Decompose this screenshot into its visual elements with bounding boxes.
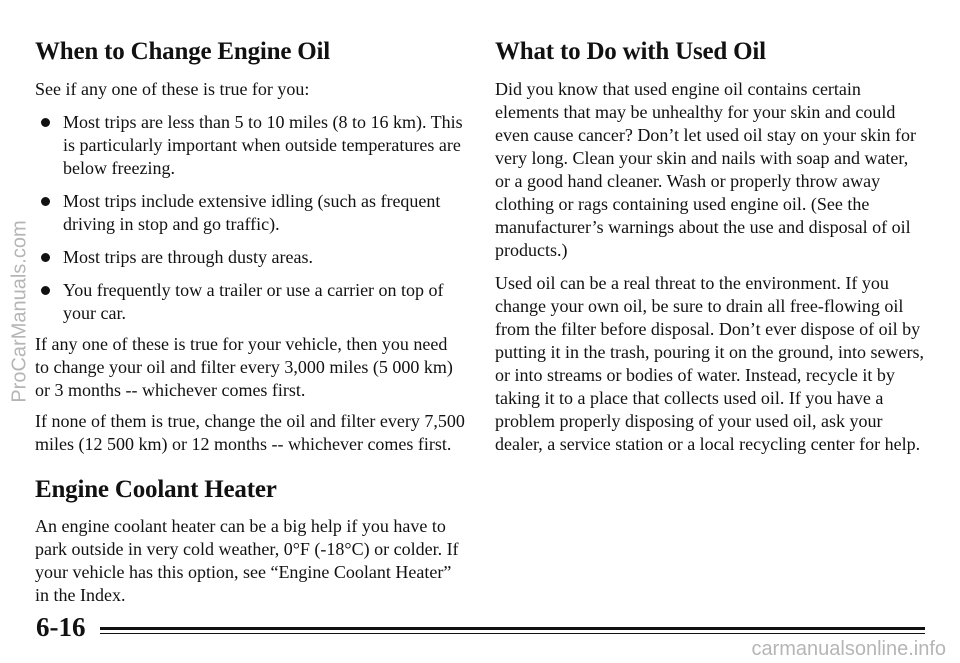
list-item — [35, 111, 465, 180]
coolant-heater-paragraph: An engine coolant heater can be a big help if you have to park outside in very cold weather, 0°F (-18°C) or colder. If your vehicle has this option, see “Engine Coolant Heater” in the Index. — [35, 516, 459, 605]
list-item-text: You frequently tow a trailer or use a carrier on top of your car. — [63, 279, 444, 323]
used-oil-paragraph-2: Used oil can be a real threat to the environment. If you change your own oil, be sure to drain all free-flowing oil from the filter before disposal. Don’t ever dispose of oil by putting it in the trash, pouring it on the ground, into sewers, or into streams or bodies of water. Instead, recycle it by taking it to a place that collects used oil. If you have a problem properly disposing of your used oil, ask your dealer, a service station or a local recycling center for help. — [495, 272, 924, 454]
intro-text: See if any one of these is true for you: — [35, 78, 310, 99]
page-number: 6-16 — [36, 612, 86, 642]
bottom-watermark: carmanualsonline.info — [751, 638, 946, 660]
bullet-icon — [41, 197, 50, 206]
list-item — [35, 190, 465, 236]
section-title-change-oil: When to Change Engine Oil — [35, 38, 331, 65]
footer-rule-thin — [100, 633, 925, 634]
paragraph-if-none: If none of them is true, change the oil and filter every 7,500 miles (12 500 km) or 12 months -- whichever comes first. — [35, 410, 465, 454]
conditions-list — [35, 111, 465, 325]
list-item-text: Most trips are through dusty areas. — [63, 246, 313, 267]
side-watermark: ProCarManuals.com — [8, 220, 31, 403]
left-column — [35, 0, 465, 607]
section-title-coolant-heater: Engine Coolant Heater — [35, 475, 277, 503]
list-item-text: Most trips are less than 5 to 10 miles (8 to 16 km). This is particularly important when outside temperatures are below freezing. — [63, 111, 463, 178]
list-item — [35, 279, 465, 325]
list-item — [35, 246, 465, 269]
section-title-used-oil: What to Do with Used Oil — [495, 38, 766, 65]
used-oil-paragraph-1: Did you know that used engine oil contains certain elements that may be unhealthy for your skin and could even cause cancer? Don’t let used oil stay on your skin for very long. Clean your skin and nails with soap and water, or a good hand cleaner. Wash or properly throw away clothing or rags containing used engine oil. (See the manufacturer’s warnings about the use and disposal of oil products.) — [495, 78, 917, 260]
bullet-icon — [41, 253, 50, 262]
bullet-icon — [41, 286, 50, 295]
bullet-icon — [41, 118, 50, 127]
list-item-text: Most trips include extensive idling (such as frequent driving in stop and go traffic). — [63, 190, 441, 234]
paragraph-if-true: If any one of these is true for your vehicle, then you need to change your oil and filter every 3,000 miles (5 000 km) or 3 months -- whichever comes first. — [35, 333, 453, 400]
right-column — [495, 0, 925, 456]
footer-rule — [100, 627, 925, 630]
